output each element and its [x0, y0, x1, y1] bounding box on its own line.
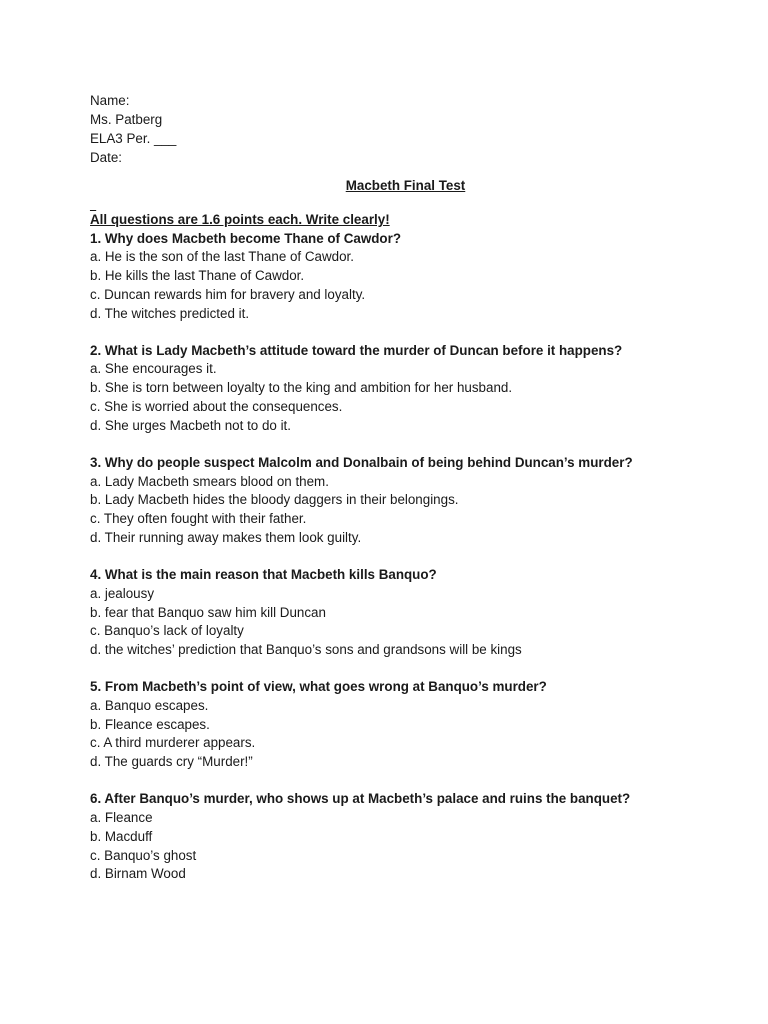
answer-option: c. Banquo’s lack of loyalty	[90, 623, 244, 639]
answer-option: d. Birnam Wood	[90, 866, 186, 882]
question-block-3	[90, 454, 730, 548]
answer-option: c. They often fought with their father.	[90, 511, 307, 527]
answer-option: b. She is torn between loyalty to the king and ambition for her husband.	[90, 380, 513, 396]
answer-option: a. Fleance	[90, 810, 153, 826]
answer-option: c. A third murderer appears.	[90, 735, 256, 751]
question-text: 6. After Banquo’s murder, who shows up at Macbeth’s palace and ruins the banquet?	[90, 791, 631, 807]
answer-option: b. Lady Macbeth hides the bloody daggers in their belongings.	[90, 492, 459, 508]
answer-option: b. He kills the last Thane of Cawdor.	[90, 267, 305, 283]
question-block-2	[90, 342, 730, 436]
student-header	[90, 91, 730, 167]
answer-option: b. fear that Banquo saw him kill Duncan	[90, 604, 326, 620]
question-text: 3. Why do people suspect Malcolm and Donalbain of being behind Duncan’s murder?	[90, 454, 633, 470]
question-text: 4. What is the main reason that Macbeth kills Banquo?	[90, 567, 437, 583]
answer-option: a. Lady Macbeth smears blood on them.	[90, 473, 329, 489]
answer-option: a. He is the son of the last Thane of Cawdor.	[90, 249, 355, 265]
question-text: 5. From Macbeth’s point of view, what goes wrong at Banquo’s murder?	[90, 679, 547, 695]
answer-option: a. jealousy	[90, 585, 155, 601]
question-text: 1. Why does Macbeth become Thane of Cawdor?	[90, 230, 402, 246]
question-text: 2. What is Lady Macbeth’s attitude toward the murder of Duncan before it happens?	[90, 342, 623, 358]
underline-mark: _	[90, 200, 97, 212]
teacher-name: Ms. Patberg	[90, 112, 163, 127]
question-block-4	[90, 566, 730, 660]
answer-option: d. She urges Macbeth not to do it.	[90, 417, 291, 433]
answer-option: b. Fleance escapes.	[90, 716, 210, 732]
question-block-1	[90, 230, 730, 324]
class-period: ELA3 Per. ___	[90, 131, 177, 146]
answer-option: c. Duncan rewards him for bravery and loyalty.	[90, 286, 366, 302]
answer-option: d. The witches predicted it.	[90, 305, 250, 321]
answer-option: d. the witches’ prediction that Banquo’s sons and grandsons will be kings	[90, 642, 522, 658]
answer-option: c. She is worried about the consequences.	[90, 398, 343, 414]
question-block-6	[90, 790, 730, 884]
document-page	[90, 91, 730, 903]
answer-option: a. Banquo escapes.	[90, 697, 209, 713]
answer-option: c. Banquo’s ghost	[90, 847, 197, 863]
date-label: Date:	[90, 150, 123, 165]
name-label: Name:	[90, 93, 130, 108]
answer-option: d. The guards cry “Murder!”	[90, 754, 253, 770]
question-block-5	[90, 678, 730, 772]
answer-option: b. Macduff	[90, 828, 153, 844]
test-title: Macbeth Final Test	[345, 178, 466, 193]
instructions: All questions are 1.6 points each. Write clearly!	[90, 212, 390, 227]
answer-option: d. Their running away makes them look guilty.	[90, 529, 362, 545]
answer-option: a. She encourages it.	[90, 361, 217, 377]
